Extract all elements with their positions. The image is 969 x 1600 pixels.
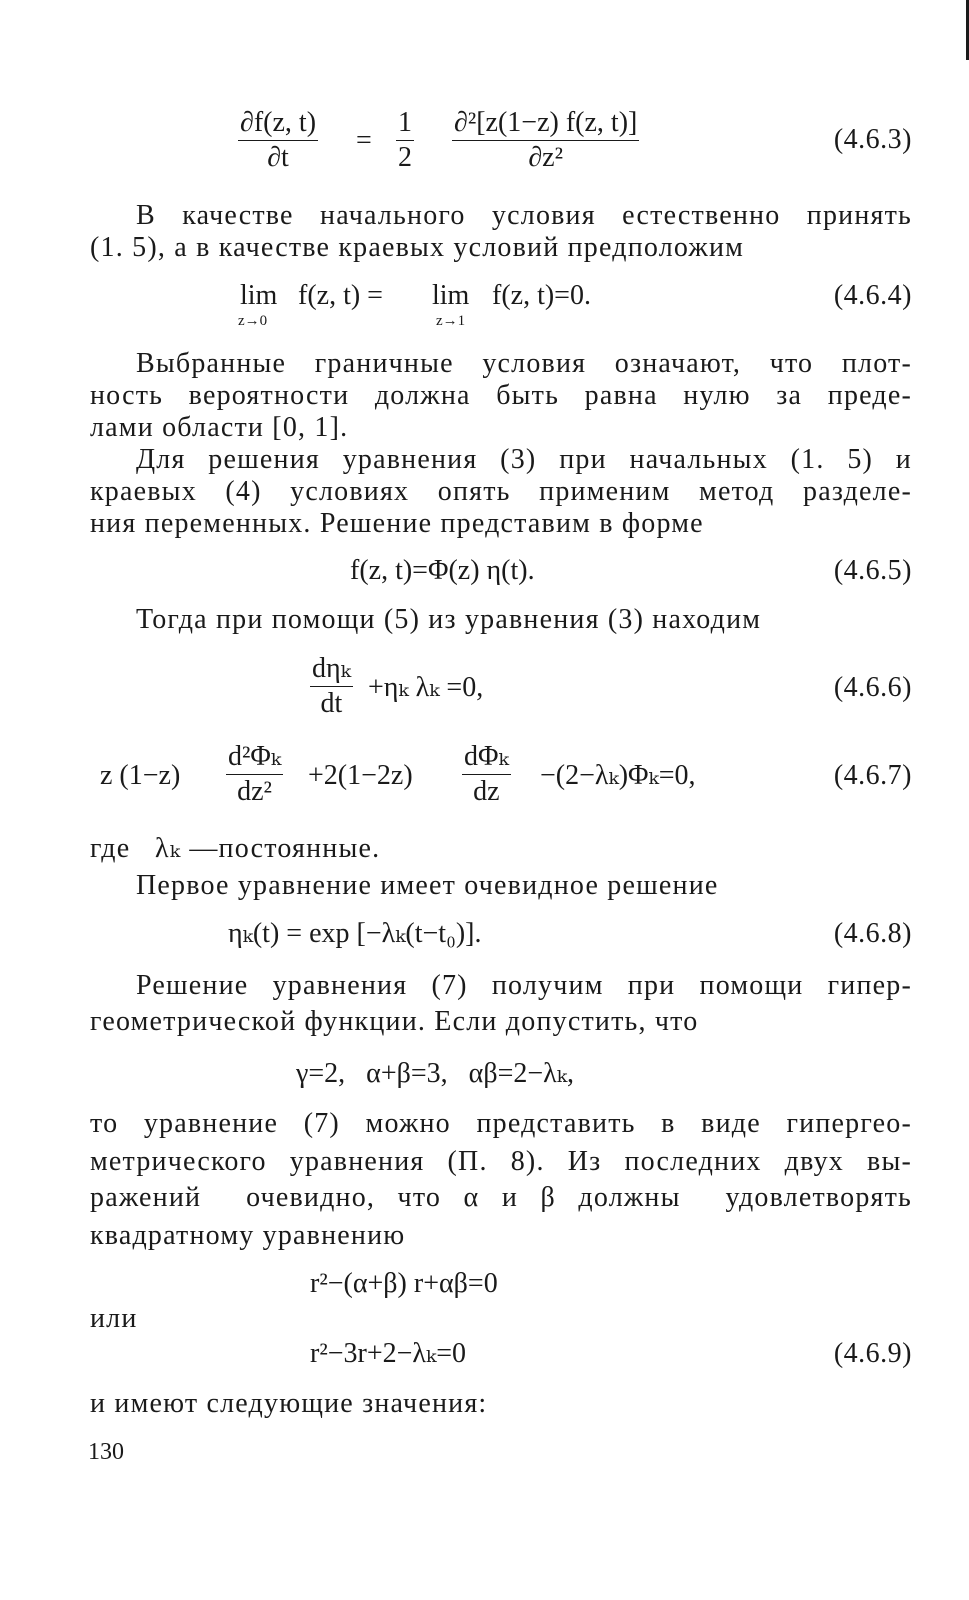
text-line: квадратному уравнению <box>90 1220 406 1251</box>
text-line: или <box>90 1303 138 1334</box>
limit-subscript: z→1 <box>436 313 466 329</box>
text-line: Первое уравнение имеет очевидное решение <box>136 870 719 901</box>
text-line: ражений очевидно, что α и β должны удовлетворять <box>90 1182 912 1213</box>
equation-text: r²−3r+2−λₖ=0 <box>310 1338 466 1369</box>
fraction-denominator: dt <box>320 688 343 719</box>
text-line: лами области [0, 1]. <box>90 412 349 443</box>
fraction-second-derivative <box>452 108 639 173</box>
equation-number: (4.6.4) <box>833 280 912 311</box>
text-line: Для решения уравнения (3) при начальных (1. 5) и <box>136 444 912 475</box>
fraction-denominator: ∂t <box>267 142 289 173</box>
equation-number: (4.6.9) <box>833 1338 912 1369</box>
text-line: Решение уравнения (7) получим при помощи гипер- <box>136 970 912 1001</box>
text-line: метрического уравнения (П. 8). Из последних двух вы- <box>90 1146 912 1177</box>
text-line: ность вероятности должна быть равна нулю за преде- <box>90 380 912 411</box>
fraction-d2phi-dz2 <box>226 742 283 807</box>
fraction-numerator: ∂²[z(1−z) f(z, t)] <box>452 108 639 141</box>
equation-text: +ηₖ λₖ =0, <box>368 672 484 703</box>
fraction-denominator: 2 <box>398 142 412 173</box>
equation-text: −(2−λₖ)Φₖ=0, <box>540 760 696 791</box>
fraction-denominator: dz² <box>237 776 272 807</box>
fraction-numerator: dΦₖ <box>462 742 511 775</box>
fraction-numerator: d²Φₖ <box>226 742 283 775</box>
fraction-df-dt <box>238 108 318 173</box>
equation-parameters: γ=2, α+β=3, αβ=2−λₖ, <box>296 1058 574 1089</box>
text-line: краевых (4) условиях опять применим метод разделе- <box>90 476 912 507</box>
equation-number: (4.6.7) <box>833 760 912 791</box>
limit-operator: lim <box>432 280 470 311</box>
fraction-numerator: 1 <box>396 108 414 141</box>
text-line: Выбранные граничные условия означают, что плот- <box>136 348 912 379</box>
equation-number: (4.6.8) <box>833 918 912 949</box>
equation-number: (4.6.5) <box>833 555 912 586</box>
text-line: и имеют следующие значения: <box>90 1388 488 1419</box>
equation-number: (4.6.6) <box>833 672 912 703</box>
fraction-dphi-dz <box>462 742 511 807</box>
equation-text: +2(1−2z) <box>308 760 413 791</box>
text-line: где λₖ —постоянные. <box>90 833 381 864</box>
fraction-numerator: dηₖ <box>310 654 353 687</box>
limit-operator: lim <box>240 280 278 311</box>
page-number: 130 <box>88 1439 124 1465</box>
equation-text: z (1−z) <box>100 760 181 791</box>
fraction-one-half <box>396 108 414 173</box>
fraction-numerator: ∂f(z, t) <box>238 108 318 141</box>
fraction-deta-dt <box>310 654 353 719</box>
equation-quadratic: r²−(α+β) r+αβ=0 <box>310 1268 498 1299</box>
text-line: ния переменных. Решение представим в форме <box>90 508 704 539</box>
equation-text: f(z, t) = <box>298 280 383 311</box>
text-line: Тогда при помощи (5) из уравнения (3) находим <box>136 604 762 635</box>
equation-text: f(z, t)=Φ(z) η(t). <box>350 555 535 586</box>
limit-subscript: z→0 <box>238 313 268 329</box>
text-line: то уравнение (7) можно представить в виде гипергео- <box>90 1108 912 1139</box>
fraction-denominator: ∂z² <box>528 142 564 173</box>
fraction-denominator: dz <box>473 776 500 807</box>
text-line: (1. 5), а в качестве краевых условий предположим <box>90 232 745 263</box>
equals-sign: = <box>356 125 372 156</box>
equation-text: ηₖ(t) = exp [−λₖ(t−t₀)]. <box>228 918 482 949</box>
text-line: В качестве начального условия естественно принять <box>136 200 912 231</box>
equation-text: f(z, t)=0. <box>492 280 591 311</box>
equation-number: (4.6.3) <box>833 124 912 155</box>
text-line: геометрической функции. Если допустить, что <box>90 1006 699 1037</box>
